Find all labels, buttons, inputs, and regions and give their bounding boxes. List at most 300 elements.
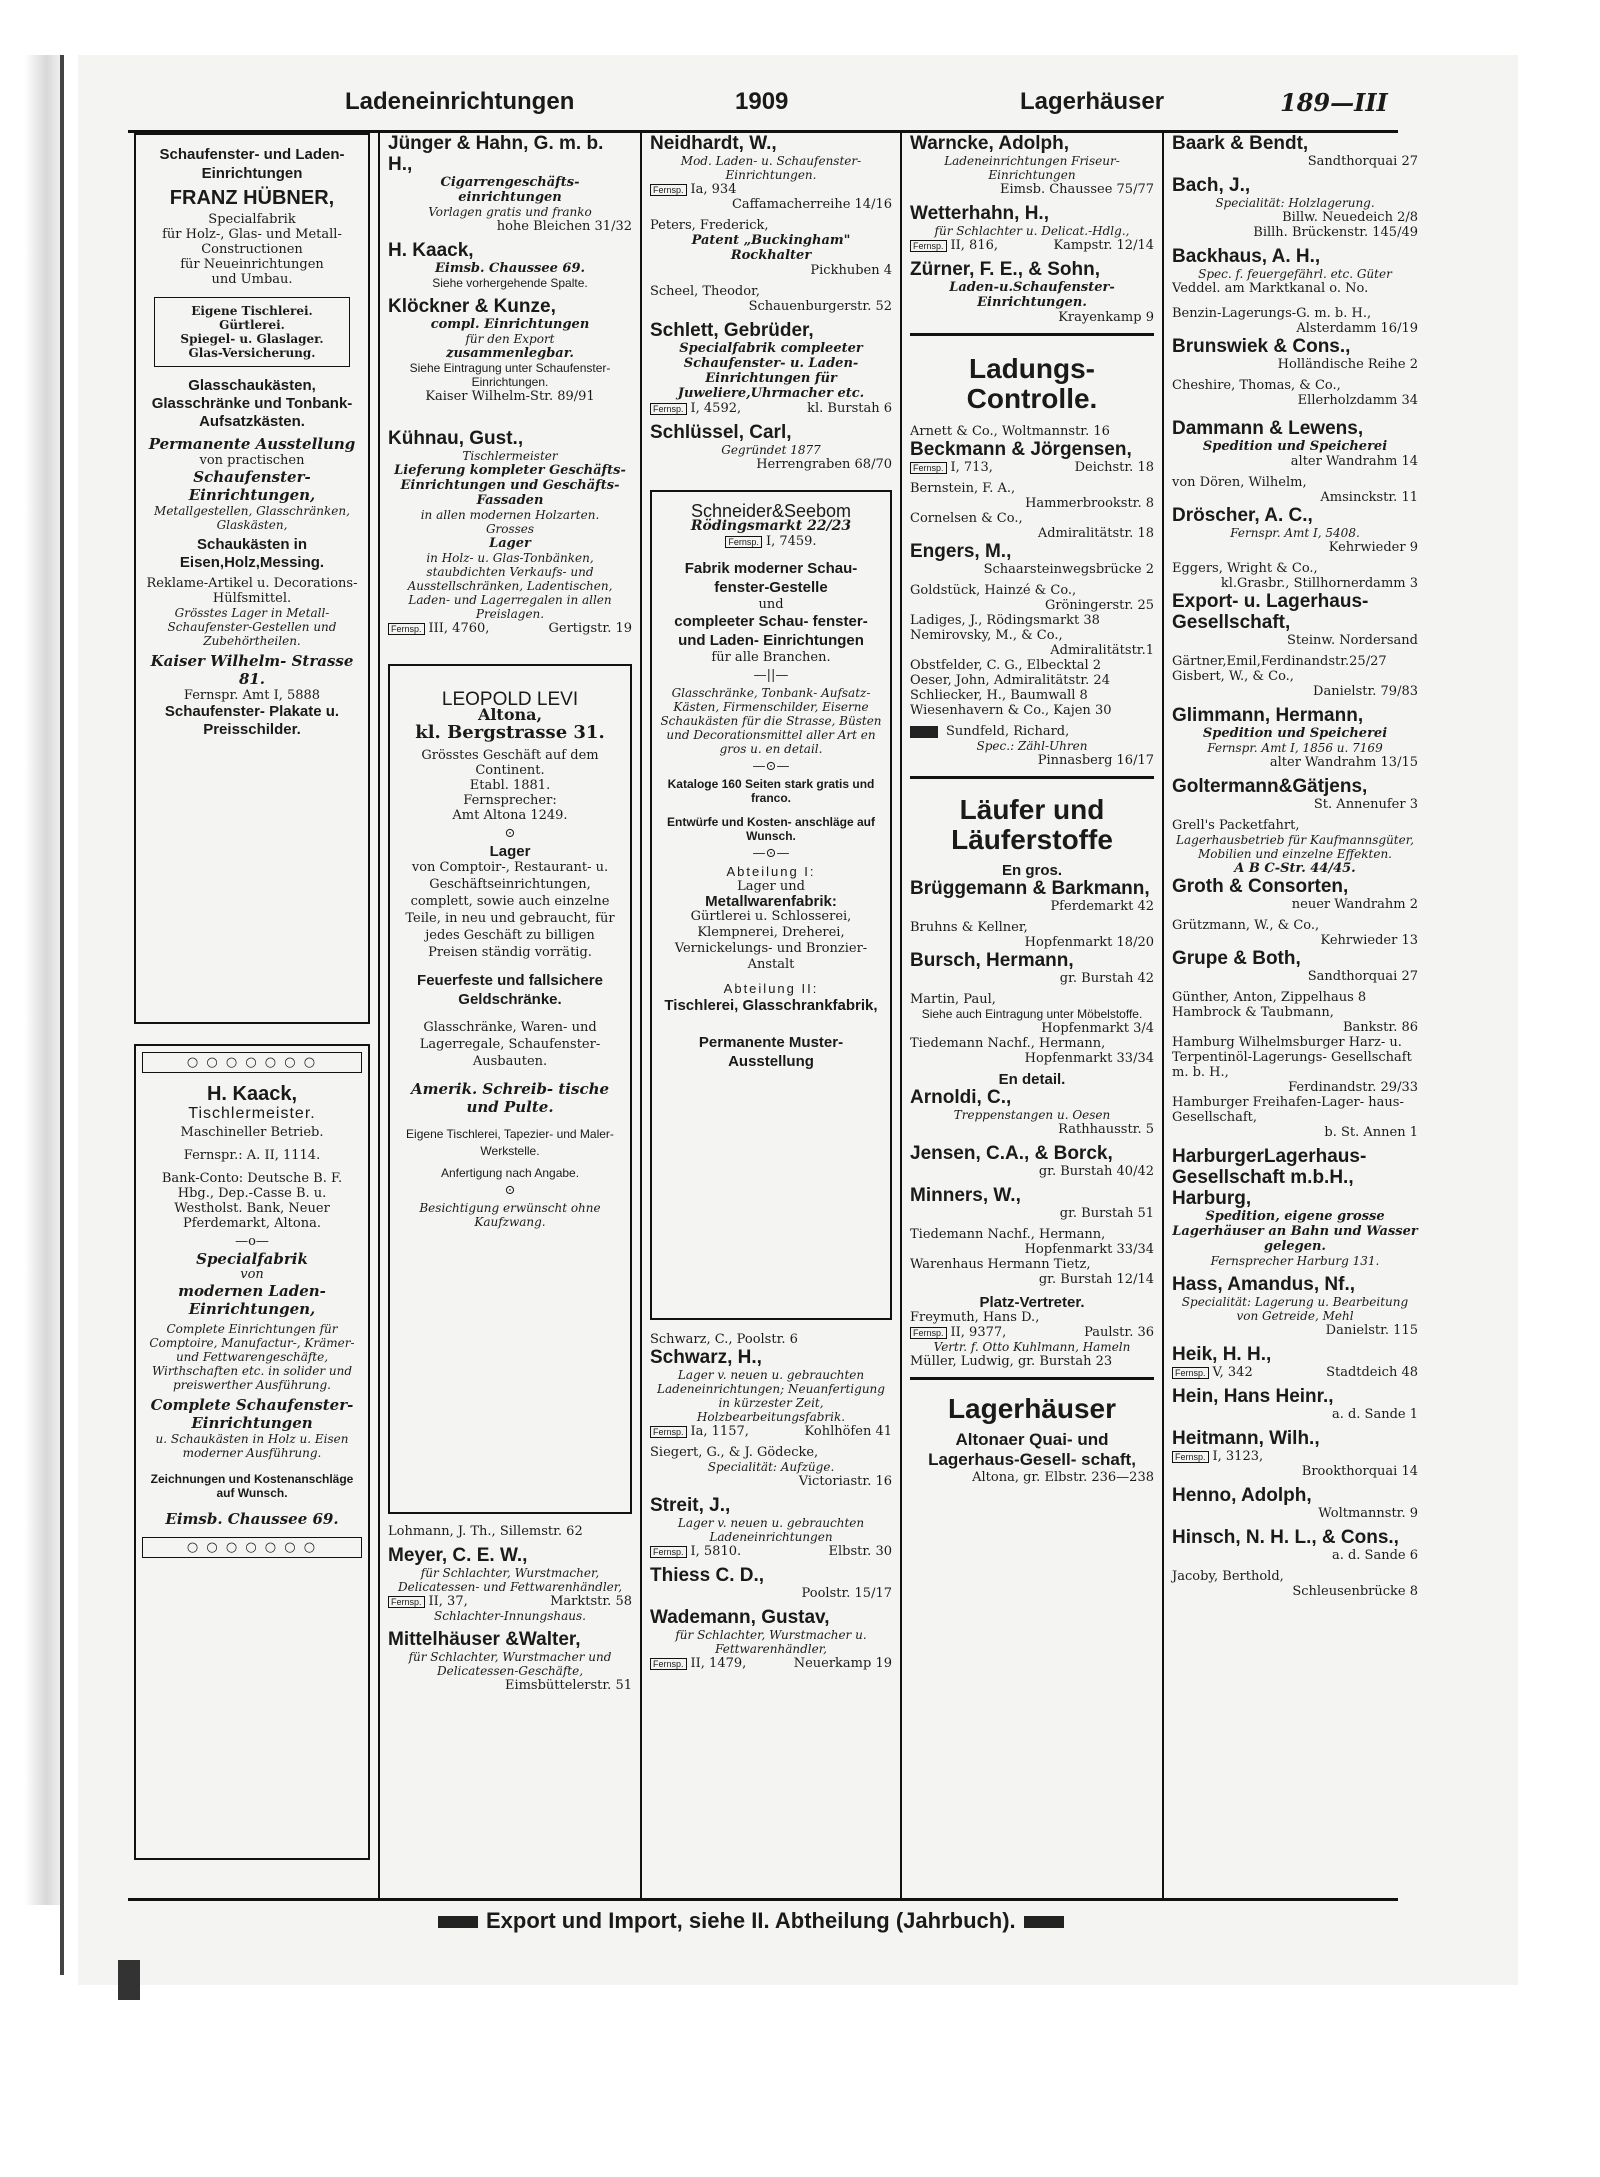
siegert-spec: Specialität: Aufzüge.	[707, 1460, 835, 1474]
entry-backhaus	[1172, 246, 1418, 296]
kaack-italic-2: modernen Laden- Einrichtungen,	[178, 1282, 326, 1318]
grupe-address: Sandthorquai 27	[1307, 969, 1418, 984]
lohmann-line: Lohmann, J. Th., Sillemstr. 62	[388, 1524, 583, 1539]
kaack-text-4: von	[240, 1267, 264, 1282]
hein-address: a. d. Sande 1	[1331, 1407, 1418, 1422]
hubner-text-1: von practischen	[199, 453, 305, 468]
klockner-spec: compl. Einrichtungen	[430, 317, 590, 332]
hubner-line-3: Constructionen	[201, 242, 303, 257]
droscher-phone: Fernspr. Amt I, 5408.	[1230, 526, 1360, 540]
tiedemann-name-1: Tiedemann Nachf., Hermann,	[910, 1036, 1106, 1051]
zurner-name: Zürner, F. E., & Sohn,	[910, 259, 1101, 280]
kaack-italic-3: Complete Schaufenster- Einrichtungen	[150, 1396, 354, 1432]
glimmann-address: alter Wandrahm 13/15	[1269, 755, 1418, 770]
kaack-entry-address: Eimsb. Chaussee 69.	[434, 261, 586, 276]
kaack-ornament-bottom: ○ ○ ○ ○ ○ ○ ○	[142, 1537, 362, 1558]
entry-wetterhahn	[910, 203, 1154, 253]
beckmann-address: Deichstr. 18	[1074, 460, 1154, 475]
section-rule-1	[910, 333, 1154, 336]
grutzmann-address: Kehrwieder 13	[1320, 933, 1418, 948]
benzin-name: Benzin-Lagerungs-G. m. b. H.,	[1172, 306, 1372, 321]
hambrock-name: Hambrock & Taubmann,	[1172, 1005, 1334, 1020]
beckmann-phone-line	[910, 460, 1154, 475]
column-1	[134, 133, 370, 1860]
backhaus-spec: Spec. f. feuergefährl. etc. Güter	[1198, 267, 1392, 281]
klockner-address: Kaiser Wilhelm-Str. 89/91	[425, 389, 595, 404]
schneider-dept-1: Abteilung I:	[726, 864, 816, 879]
wademann-address: Neuerkamp 19	[793, 1656, 892, 1671]
hubner-line-2: für Holz-, Glas- und Metall-	[162, 227, 342, 242]
entry-jensen	[910, 1143, 1154, 1179]
glimmann-spec: Spedition und Speicherei	[1202, 726, 1388, 741]
glimmann-phone: Fernspr. Amt I, 1856 u. 7169	[1207, 741, 1383, 755]
levi-desks: Amerik. Schreib- tische und Pulte.	[410, 1080, 610, 1116]
export-lagerhaus-name: Export- u. Lagerhaus- Gesellschaft,	[1172, 591, 1369, 633]
hinsch-name: Hinsch, N. H. L., & Cons.,	[1172, 1527, 1399, 1548]
levi-text-2: Etabl. 1881.	[469, 778, 551, 793]
siegert-address: Victoriastr. 16	[798, 1474, 892, 1489]
muller-line: Müller, Ludwig, gr. Burstah 23	[910, 1354, 1113, 1369]
hubner-italic-2: Schaufenster- Einrichtungen,	[188, 468, 316, 504]
schneider-sep-2: —⊙—	[752, 759, 790, 774]
hubner-italic-3: Kaiser Wilhelm- Strasse 81.	[150, 652, 354, 688]
brunswiek-address: Holländische Reihe 2	[1277, 357, 1418, 372]
kaack-entry-name: H. Kaack,	[388, 240, 474, 261]
junger-hahn-spec: Cigarrengeschäfts- einrichtungen	[440, 175, 580, 205]
junger-hahn-name: Jünger & Hahn, G. m. b. H.,	[388, 133, 604, 175]
entry-brunswiek	[1172, 336, 1418, 372]
header-page: 189—III	[1280, 88, 1388, 117]
schneider-heading-1: Fabrik moderner Schau- fenster-Gestelle	[684, 560, 858, 596]
column-rule-1	[378, 133, 380, 1898]
tiedemann-address-1: Hopfenmarkt 33/34	[1024, 1051, 1154, 1066]
kaack-phone: Fernspr.: A. II, 1114.	[183, 1148, 321, 1163]
wademann-spec: für Schlachter, Wurstmacher u. Fettwarenhändler,	[675, 1628, 867, 1656]
footer-text: Export und Import, siehe II. Abtheilung (Jahrbuch).	[486, 1908, 1016, 1933]
lagerhauser-box	[910, 1394, 1154, 1485]
scheel-name: Scheel, Theodor,	[650, 284, 760, 299]
cheshire-name: Cheshire, Thomas, & Co.,	[1172, 378, 1341, 393]
klockner-note: Siehe Eintragung unter Schaufenster-Einrichtungen.	[409, 361, 611, 389]
harburger-phone: Fernsprecher Harburg 131.	[1210, 1254, 1380, 1268]
schliecker-line: Schliecker, H., Baumwall 8	[910, 688, 1088, 703]
warncke-name: Warncke, Adolph,	[910, 133, 1070, 154]
beckmann-fern-badge: Fernsp.	[910, 462, 947, 474]
column-5	[1172, 133, 1418, 1599]
kuhnau-address: Gertigstr. 19	[548, 621, 632, 636]
entry-heitmann	[1172, 1428, 1418, 1479]
heik-tel: V, 342	[1212, 1365, 1253, 1380]
column-rule-3	[900, 133, 902, 1898]
entry-zurner	[910, 259, 1154, 325]
freymuth-tel: II, 9377,	[950, 1325, 1007, 1340]
levi-text-3: Fernsprecher:	[463, 793, 557, 808]
entry-hein	[1172, 1386, 1418, 1422]
hubner-inner-box	[154, 297, 350, 367]
heitmann-address: Brookthorquai 14	[1301, 1464, 1418, 1479]
beckmann-name: Beckmann & Jörgensen,	[910, 439, 1132, 460]
wetterhahn-address: Kampstr. 12/14	[1053, 238, 1154, 253]
kuhnau-lager: Lager	[489, 536, 531, 551]
streit-name: Streit, J.,	[650, 1495, 731, 1516]
schneider-und: und	[758, 597, 784, 612]
binding-tab	[118, 1960, 140, 2000]
schneider-phone-line	[660, 534, 882, 549]
schlett-name: Schlett, Gebrüder,	[650, 320, 814, 341]
jensen-name: Jensen, C.A., & Borck,	[910, 1143, 1113, 1164]
entry-bursch	[910, 950, 1154, 986]
neidhardt-spec: Mod. Laden- u. Schaufenster- Einrichtungen.	[680, 154, 862, 182]
jacoby-address: Schleusenbrücke 8	[1292, 1584, 1418, 1599]
entry-grupe	[1172, 948, 1418, 984]
hubner-heading-1: Glasschaukästen, Glasschränke und Tonbank- Aufsatzkästen.	[151, 377, 353, 430]
freymuth-fern-badge: Fernsp.	[910, 1327, 947, 1339]
bruhns-name: Bruhns & Kellner,	[910, 920, 1028, 935]
schwarz-h-fern-badge: Fernsp.	[650, 1426, 687, 1438]
freymuth-name: Freymuth, Hans D.,	[910, 1310, 1040, 1325]
wetterhahn-phone-line	[910, 238, 1154, 253]
hass-name: Hass, Amandus, Nf.,	[1172, 1274, 1356, 1295]
doren-name: von Dören, Wilhelm,	[1172, 475, 1307, 490]
gunther-line: Günther, Anton, Zippelhaus 8	[1172, 990, 1367, 1005]
tietz-name: Warenhaus Hermann Tietz,	[910, 1257, 1091, 1272]
entry-wademann	[650, 1607, 892, 1671]
peters-address: Pickhuben 4	[810, 263, 892, 278]
freymuth-phone-line	[910, 1325, 1154, 1340]
beckmann-tel: I, 713,	[950, 460, 993, 475]
schneider-heading-2: compleeter Schau- fenster- und Laden- Einrichtungen	[674, 613, 868, 649]
grupe-name: Grupe & Both,	[1172, 948, 1301, 969]
warncke-spec: Ladeneinrichtungen Friseur-Einrichtungen	[944, 154, 1120, 182]
wiesenhavern-line: Wiesenhavern & Co., Kajen 30	[910, 703, 1112, 718]
hubner-text-4: Grösstes Lager in Metall-Schaufenster-Gestellen und Zubehörtheilen.	[167, 606, 337, 648]
schneider-products: Glasschränke, Tonbank- Aufsatz-Kästen, Firmenschilder, Eiserne Schaukästen für die Strasse, Büsten und Decorationsmittel aller Art en gros u. en detail.	[660, 686, 882, 756]
heitmann-phone-line	[1172, 1449, 1418, 1464]
cornelsen-address: Admiralitätstr. 18	[1037, 526, 1154, 541]
bach-address-1: Billw. Neuedeich 2/8	[1282, 210, 1418, 225]
kuhnau-fern-badge: Fernsp.	[388, 623, 425, 635]
thiess-name: Thiess C. D.,	[650, 1565, 765, 1586]
schwarz-h-name: Schwarz, H.,	[650, 1347, 762, 1368]
kaack-text-7: Zeichnungen und Kostenanschläge auf Wunsch.	[150, 1472, 354, 1500]
schwarz-h-tel: Ia, 1157,	[690, 1424, 749, 1439]
kaack-name: H. Kaack,	[206, 1083, 298, 1105]
sundfeld-spec: Spec.: Zähl-Uhren	[976, 739, 1088, 753]
hamburg-wilhelmsburger-address: Ferdinandstr. 29/33	[1288, 1080, 1418, 1095]
schneider-workshops: Gürtlerei u. Schlosserei, Klempnerei, Dreherei, Vernickelungs- und Bronzier-Anstalt	[674, 909, 868, 972]
hubner-heading-2: Schaukästen in Eisen,Holz,Messing.	[179, 536, 325, 571]
bursch-name: Bursch, Hermann,	[910, 950, 1074, 971]
bach-address-2: Billh. Brückenstr. 145/49	[1253, 225, 1418, 240]
entry-bach	[1172, 175, 1418, 240]
grell-address: A B C-Str. 44/45.	[1234, 861, 1356, 876]
schneider-seebom-ad	[650, 490, 892, 1320]
levi-sep-2: ⊙	[504, 1183, 516, 1198]
hass-spec: Specialität: Lagerung u. Bearbeitung von Getreide, Mehl	[1181, 1295, 1409, 1323]
hubner-line-5: und Umbau.	[211, 272, 293, 287]
schlett-spec: Specialfabrik compleeter Schaufenster- u. Laden-Einrichtungen für Juweliere,Uhrmacher etc.	[677, 341, 865, 401]
martin-address: Hopfenmarkt 3/4	[1041, 1021, 1154, 1036]
header-left: Ladeneinrichtungen	[345, 88, 575, 115]
entry-engers	[910, 541, 1154, 577]
mittelhauser-spec: für Schlachter, Wurstmacher und Delicatessen-Geschäfte,	[408, 1650, 612, 1678]
footer-line	[430, 1908, 1072, 1934]
glimmann-name: Glimmann, Hermann,	[1172, 705, 1364, 726]
henno-address: Woltmannstr. 9	[1318, 1506, 1418, 1521]
baark-name: Baark & Bendt,	[1172, 133, 1309, 154]
schlussel-address: Herrengraben 68/70	[756, 457, 892, 472]
schwarz-h-phone-line	[650, 1424, 892, 1439]
tiedemann-address-2: Hopfenmarkt 33/34	[1024, 1242, 1154, 1257]
harburger-name: HarburgerLagerhaus- Gesellschaft m.b.H., Harburg,	[1172, 1146, 1367, 1209]
grutzmann-name: Grützmann, W., & Co.,	[1172, 918, 1320, 933]
hubner-text-2: Metallgestellen, Glasschränken, Glaskästen,	[154, 504, 350, 532]
oeser-line: Oeser, John, Admiralitätstr. 24	[910, 673, 1110, 688]
meyer-name: Meyer, C. E. W.,	[388, 1545, 528, 1566]
wetterhahn-name: Wetterhahn, H.,	[910, 203, 1049, 224]
warncke-address: Eimsb. Chaussee 75/77	[999, 182, 1154, 197]
wademann-phone-line	[650, 1656, 892, 1671]
hinsch-address: a. d. Sande 6	[1331, 1548, 1418, 1563]
bursch-address: gr. Burstah 42	[1059, 971, 1154, 986]
hubner-inner-3: Spiegel- u. Glaslager.	[180, 332, 324, 346]
hubner-ad	[134, 133, 370, 1024]
header-right: Lagerhäuser	[1020, 88, 1165, 115]
meyer-tel: II, 37,	[428, 1594, 468, 1609]
hamburg-wilhelmsburger-name: Hamburg Wilhelmsburger Harz- u. Terpentinöl-Lagerungs- Gesellschaft m. b. H.,	[1172, 1035, 1412, 1080]
hubner-inner-2: Gürtlerei.	[219, 318, 285, 332]
kaack-sep-1: —o—	[235, 1234, 269, 1249]
meyer-phone-line	[388, 1594, 632, 1609]
section-rule-2	[910, 776, 1154, 779]
scheel-address: Schauenburgerstr. 52	[748, 299, 892, 314]
entry-schwarz-h	[650, 1347, 892, 1439]
neidhardt-name: Neidhardt, W.,	[650, 133, 777, 154]
footer-rule	[128, 1898, 1398, 1901]
tietz-address: gr. Burstah 12/14	[1038, 1272, 1154, 1287]
droscher-address: Kehrwieder 9	[1328, 540, 1418, 555]
freymuth-address: Paulstr. 36	[1084, 1325, 1154, 1340]
freihafen-name: Hamburger Freihafen-Lager- haus-Gesellschaft,	[1172, 1095, 1404, 1125]
entry-kuhnau	[388, 428, 632, 636]
entry-baark	[1172, 133, 1418, 169]
hubner-line-1: Specialfabrik	[208, 212, 296, 227]
kuhnau-wood: in allen modernen Holzarten.	[420, 508, 600, 522]
eggers-address: kl.Grasbr., Stillhornerdamm 3	[1220, 576, 1418, 591]
harburger-spec: Spedition, eigene grosse Lagerhäuser an Bahn und Wasser gelegen.	[1172, 1209, 1418, 1254]
pointing-hand-right-icon	[1024, 1916, 1064, 1928]
meyer-address: Marktstr. 58	[550, 1594, 632, 1609]
entry-thiess	[650, 1565, 892, 1601]
levi-text-7: Eigene Tischlerei, Tapezier- und Maler- Werkstelle.	[406, 1127, 614, 1158]
altonaer-name: Altonaer Quai- und Lagerhaus-Gesell- schaft,	[928, 1430, 1136, 1469]
schlussel-name: Schlüssel, Carl,	[650, 422, 792, 443]
entry-streit	[650, 1495, 892, 1559]
backhaus-address: Veddel. am Marktkanal o. No.	[1172, 281, 1369, 296]
levi-heading-1: Lager	[489, 843, 531, 860]
levi-text-4: Amt Altona 1249.	[452, 808, 568, 823]
schneider-heading-5: Permanente Muster-Ausstellung	[698, 1034, 844, 1070]
heitmann-fern-badge: Fernsp.	[1172, 1451, 1209, 1463]
doren-address: Amsinckstr. 11	[1320, 490, 1418, 505]
peters-spec: Patent „Buckingham" Rockhalter	[691, 233, 851, 263]
entry-henno	[1172, 1485, 1418, 1521]
zurner-spec: Laden-u.Schaufenster- Einrichtungen.	[949, 280, 1115, 310]
baark-address: Sandthorquai 27	[1307, 154, 1418, 169]
kaack-italic-1: Specialfabrik	[196, 1250, 308, 1268]
meyer-note: Schlachter-Innungshaus.	[434, 1609, 586, 1623]
brunswiek-name: Brunswiek & Cons.,	[1172, 336, 1351, 357]
wetterhahn-spec: für Schlachter u. Delicat.-Hdlg.,	[934, 224, 1130, 238]
levi-heading-2: Feuerfeste und fallsichere Geldschränke.	[417, 972, 603, 1008]
meyer-fern-badge: Fernsp.	[388, 1596, 425, 1608]
schneider-street: Rödingsmarkt 22/23	[690, 518, 852, 534]
dammann-spec: Spedition und Speicherei	[1202, 439, 1388, 454]
freihafen-address: b. St. Annen 1	[1324, 1125, 1418, 1140]
entry-beckmann	[910, 439, 1154, 475]
mittelhauser-name: Mittelhäuser &Walter,	[388, 1629, 581, 1650]
wademann-fern-badge: Fernsp.	[650, 1658, 687, 1670]
entry-siegert	[650, 1445, 892, 1489]
wetterhahn-fern-badge: Fernsp.	[910, 240, 947, 252]
schwarz-h-address: Kohlhöfen 41	[804, 1424, 892, 1439]
schneider-tel: I, 7459.	[765, 534, 817, 549]
jacoby-name: Jacoby, Berthold,	[1172, 1569, 1284, 1584]
entry-harburger	[1172, 1146, 1418, 1268]
hein-name: Hein, Hans Heinr.,	[1172, 1386, 1334, 1407]
kuhnau-spec: Lieferung kompleter Geschäfts- Einrichtungen und Geschäfts-Fassaden	[394, 463, 626, 508]
heitmann-tel: I, 3123,	[1212, 1449, 1264, 1464]
cornelsen-name: Cornelsen & Co.,	[910, 511, 1023, 526]
grell-name: Grell's Packetfahrt,	[1172, 818, 1300, 833]
hambrock-address: Bankstr. 86	[1342, 1020, 1418, 1035]
benzin-address: Alsterdamm 16/19	[1296, 321, 1418, 336]
hubner-italic-1: Permanente Ausstellung	[148, 435, 356, 453]
kaack-text-6: u. Schaukästen in Holz u. Eisen moderner Ausführung.	[155, 1432, 349, 1460]
martin-name: Martin, Paul,	[910, 992, 996, 1007]
lagerhauser-title: Lagerhäuser	[947, 1393, 1117, 1424]
droscher-name: Dröscher, A. C.,	[1172, 505, 1313, 526]
levi-text-8: Anfertigung nach Angabe.	[440, 1166, 580, 1180]
arnoldi-address: Rathhausstr. 5	[1058, 1122, 1154, 1137]
arnoldi-name: Arnoldi, C.,	[910, 1087, 1012, 1108]
wetterhahn-tel: II, 816,	[950, 238, 998, 253]
heik-phone-line	[1172, 1365, 1418, 1380]
engers-address: Schaarsteinwegsbrücke 2	[983, 562, 1154, 577]
section-rule-3	[910, 1377, 1154, 1380]
levi-text-5: von Comptoir-, Restaurant- u. Geschäftseinrichtungen, complett, sowie auch einzelne Teile, in neu und gebraucht, für jedes Geschäft zu billigen Preisen ständig vorrätig.	[405, 860, 615, 960]
bach-name: Bach, J.,	[1172, 175, 1251, 196]
column-3	[650, 133, 892, 1677]
nemirovsky-address: Admiralitätstr.1	[1050, 643, 1154, 658]
entry-glimmann	[1172, 705, 1418, 770]
kaack-title: Tischlermeister.	[188, 1105, 316, 1122]
pointing-hand-icon	[910, 726, 938, 738]
en-gros-label: En gros.	[1001, 862, 1062, 879]
schneider-dept-2: Abteilung II:	[723, 981, 819, 996]
backhaus-name: Backhaus, A. H.,	[1172, 246, 1321, 267]
levi-street: kl. Bergstrasse 31.	[415, 722, 605, 743]
hubner-phone: Fernspr. Amt I, 5888	[183, 688, 321, 703]
mittelhauser-address: Eimsbüttelerstr. 51	[504, 1678, 632, 1693]
entry-meyer	[388, 1545, 632, 1623]
klockner-foldable: zusammenlegbar.	[446, 346, 574, 361]
meyer-spec: für Schlachter, Wurstmacher, Delicatessen- und Fettwarenhändler,	[397, 1566, 623, 1594]
gisbert-address: Danielstr. 79/83	[1313, 684, 1418, 699]
gartner-line: Gärtner,Emil,Ferdinandstr.25/27	[1172, 654, 1387, 669]
thiess-address: Poolstr. 15/17	[801, 1586, 892, 1601]
pointing-hand-left-icon	[438, 1916, 478, 1928]
hubner-inner-1: Eigene Tischlerei.	[191, 304, 313, 318]
levi-text-1: Grösstes Geschäft auf dem Continent.	[421, 748, 599, 778]
heik-fern-badge: Fernsp.	[1172, 1367, 1209, 1379]
schneider-heading-3: Metallwarenfabrik:	[705, 893, 837, 910]
levi-city: Altona,	[477, 705, 543, 724]
neidhardt-fern-badge: Fernsp.	[650, 184, 687, 196]
schneider-drafts: Entwürfe und Kosten- anschläge auf Wunsch.	[666, 815, 876, 843]
levi-sep-1: ⊙	[504, 826, 516, 841]
levi-name: LEOPOLD LEVI	[441, 689, 579, 710]
heik-address: Stadtdeich 48	[1326, 1365, 1418, 1380]
bruggemann-name: Brüggemann & Barkmann,	[910, 878, 1150, 899]
neidhardt-tel: Ia, 934	[690, 182, 737, 197]
klockner-export: für den Export	[465, 332, 555, 346]
entry-warncke	[910, 133, 1154, 197]
kuhnau-title: Tischlermeister	[462, 449, 558, 463]
section-laufer: Läufer und Läuferstoffe	[951, 794, 1113, 855]
entry-schlett	[650, 320, 892, 416]
engers-name: Engers, M.,	[910, 541, 1012, 562]
schlett-fern-badge: Fernsp.	[650, 403, 687, 415]
kuhnau-tel: III, 4760,	[428, 621, 490, 636]
hass-address: Danielstr. 115	[1325, 1323, 1418, 1338]
schneider-heading-4: Tischlerei, Glasschrankfabrik,	[664, 997, 878, 1014]
kuhnau-grosses: Grosses	[485, 522, 535, 536]
entry-groth	[1172, 876, 1418, 912]
arnett-line: Arnett & Co., Woltmannstr. 16	[910, 424, 1110, 439]
neidhardt-address: Caffamacherreihe 14/16	[731, 197, 892, 212]
entry-hinsch	[1172, 1527, 1418, 1563]
en-detail-label: En detail.	[998, 1071, 1066, 1088]
column-rule-2	[640, 133, 642, 1898]
kaack-address: Eimsb. Chaussee 69.	[165, 1510, 339, 1528]
entry-scheel	[650, 284, 892, 314]
levi-ad	[388, 664, 632, 1514]
bach-spec: Specialität: Holzlagerung.	[1215, 196, 1375, 210]
entry-hass	[1172, 1274, 1418, 1338]
goltermann-name: Goltermann&Gätjens,	[1172, 776, 1368, 797]
schneider-sep-1: —||—	[753, 668, 789, 683]
kaack-bank: Bank-Conto: Deutsche B. F. Hbg., Dep.-Casse B. u. Westholst. Bank, Neuer Pferdemarkt, Altona.	[161, 1171, 343, 1231]
kaack-entry-note: Siehe vorhergehende Spalte.	[432, 276, 588, 290]
streit-fern-badge: Fernsp.	[650, 1546, 687, 1558]
section-ladungs-controlle: Ladungs- Controlle.	[966, 353, 1098, 414]
sundfeld-name: Sundfeld, Richard,	[946, 724, 1070, 739]
arnoldi-spec: Treppenstangen u. Oesen	[953, 1108, 1111, 1122]
martin-note: Siehe auch Eintragung unter Möbelstoffe.	[921, 1007, 1143, 1021]
platz-vertreter-label: Platz-Vertreter.	[979, 1294, 1085, 1311]
entry-klockner-kunze	[388, 296, 632, 404]
schwarz-c-line: Schwarz, C., Poolstr. 6	[650, 1332, 798, 1347]
groth-name: Groth & Consorten,	[1172, 876, 1349, 897]
entry-minners	[910, 1185, 1154, 1221]
book-binding	[0, 55, 62, 1905]
schneider-lager: Lager und	[737, 879, 805, 894]
entry-mittelhauser	[388, 1629, 632, 1693]
entry-neidhardt	[650, 133, 892, 212]
obstfelder-line: Obstfelder, C. G., Elbecktal 2	[910, 658, 1102, 673]
dammann-name: Dammann & Lewens,	[1172, 418, 1364, 439]
